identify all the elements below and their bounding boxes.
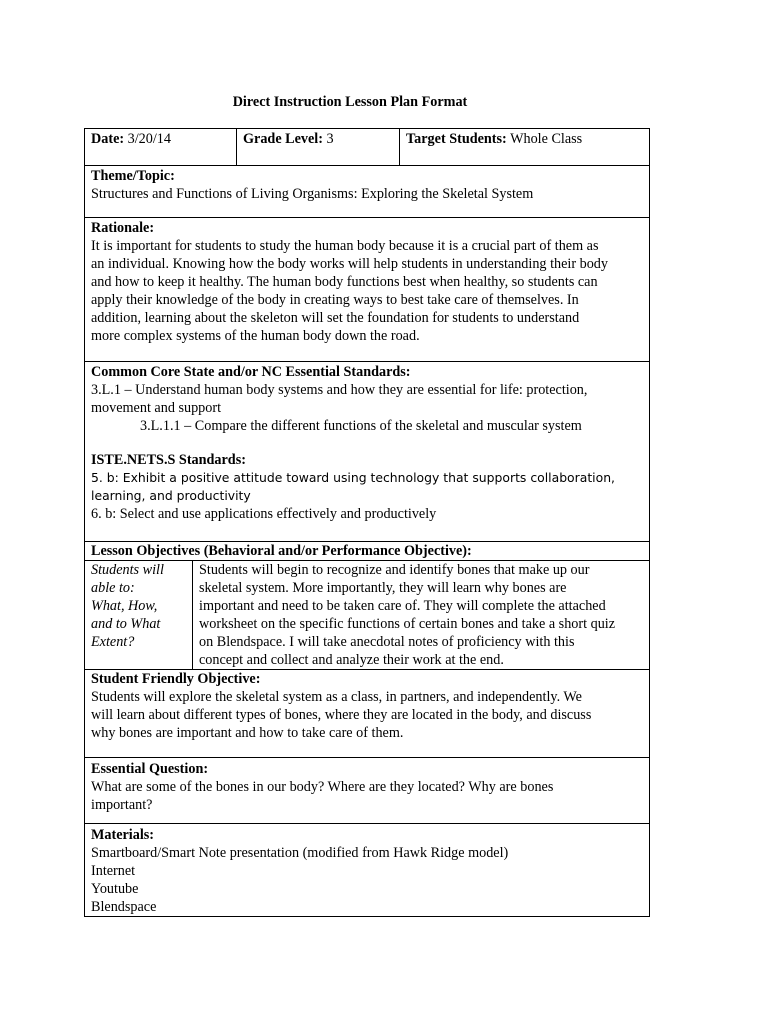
materials-item: Internet: [91, 863, 136, 879]
spacer: [91, 435, 643, 451]
rationale-line: apply their knowledge of the body in creating ways to best take care of themselves. In: [91, 292, 579, 308]
date-label: Date:: [91, 131, 125, 147]
essential-line: What are some of the bones in our body? Where are they located? Why are bones: [91, 779, 554, 795]
friendly-line: Students will explore the skeletal system as a class, in partners, and independently. We: [91, 689, 582, 705]
rationale-label: Rationale:: [91, 220, 155, 236]
theme-text: Structures and Functions of Living Organisms: Exploring the Skeletal System: [91, 186, 534, 202]
iste-label: ISTE.NETS.S Standards:: [91, 452, 246, 468]
standard-line: movement and support: [91, 400, 222, 416]
materials-row: [85, 824, 650, 917]
objectives-line: skeletal system. More importantly, they will learn why bones are: [199, 580, 567, 596]
objectives-header-row: [85, 542, 650, 561]
standard-line: 3.L.1 – Understand human body systems and how they are essential for life: protection,: [91, 382, 588, 398]
objectives-line: important and need to be taken care of. They will complete the attached: [199, 598, 606, 614]
essential-line: important?: [91, 797, 153, 813]
friendly-line: will learn about different types of bones, where they are located in the body, and discuss: [91, 707, 592, 723]
objectives-line: concept and collect and analyze their work at the end.: [199, 652, 504, 668]
friendly-row: [85, 670, 650, 758]
standards-row: [85, 362, 650, 542]
iste-line: 5. b: Exhibit a positive attitude toward using technology that supports collaboration,: [91, 470, 616, 485]
materials-label: Materials:: [91, 827, 155, 843]
objectives-label-cell: [85, 542, 650, 561]
rationale-line: more complex systems of the human body down the road.: [91, 328, 420, 344]
date-value: 3/20/14: [127, 131, 171, 147]
iste-line: 6. b: Select and use applications effectively and productively: [91, 506, 437, 522]
friendly-label: Student Friendly Objective:: [91, 671, 261, 687]
objectives-prompt-line: Students will: [91, 562, 164, 578]
header-row: [85, 129, 650, 166]
objectives-text-cell: [193, 561, 650, 670]
materials-item: Youtube: [91, 881, 139, 897]
essential-cell: [85, 758, 650, 824]
target-value: Whole Class: [510, 131, 583, 147]
materials-item: Blendspace: [91, 899, 157, 915]
rationale-cell: [85, 218, 650, 362]
materials-cell: [85, 824, 650, 917]
rationale-line: an individual. Knowing how the body works will help students in understanding their body: [91, 256, 608, 272]
grade-value: 3: [326, 131, 334, 147]
objectives-prompt-line: What, How,: [91, 598, 158, 614]
grade-cell: [237, 129, 400, 166]
rationale-row: [85, 218, 650, 362]
iste-line: learning, and productivity: [91, 488, 251, 503]
objectives-prompt-cell: [85, 561, 193, 670]
target-cell: [400, 129, 650, 166]
grade-label: Grade Level:: [243, 131, 323, 147]
rationale-line: It is important for students to study the human body because it is a crucial part of them as: [91, 238, 599, 254]
objectives-prompt-line: Extent?: [91, 634, 135, 650]
standards-cell: [85, 362, 650, 542]
objectives-prompt-line: and to What: [91, 616, 161, 632]
friendly-cell: [85, 670, 650, 758]
materials-item: Smartboard/Smart Note presentation (modified from Hawk Ridge model): [91, 845, 509, 861]
objectives-line: worksheet on the specific functions of certain bones and take a short quiz: [199, 616, 616, 632]
rationale-line: addition, learning about the skeleton will set the foundation for students to understand: [91, 310, 580, 326]
theme-row: [85, 166, 650, 218]
theme-cell: [85, 166, 650, 218]
objectives-prompt-line: able to:: [91, 580, 135, 596]
target-label: Target Students:: [406, 131, 507, 147]
essential-label: Essential Question:: [91, 761, 209, 777]
lesson-plan-table: [84, 128, 650, 917]
essential-row: [85, 758, 650, 824]
standards-label: Common Core State and/or NC Essential Standards:: [91, 364, 411, 380]
friendly-line: why bones are important and how to take care of them.: [91, 725, 404, 741]
objectives-row: [85, 561, 650, 670]
objectives-line: on Blendspace. I will take anecdotal notes of proficiency with this: [199, 634, 575, 650]
rationale-line: and how to keep it healthy. The human body functions best when healthy, so students can: [91, 274, 598, 290]
document-title: Direct Instruction Lesson Plan Format: [232, 94, 468, 110]
standard-subline: 3.L.1.1 – Compare the different functions of the skeletal and muscular system: [140, 418, 582, 434]
objectives-label: Lesson Objectives (Behavioral and/or Performance Objective):: [91, 543, 472, 559]
date-cell: [85, 129, 237, 166]
theme-label: Theme/Topic:: [91, 168, 175, 184]
objectives-line: Students will begin to recognize and identify bones that make up our: [199, 562, 590, 578]
